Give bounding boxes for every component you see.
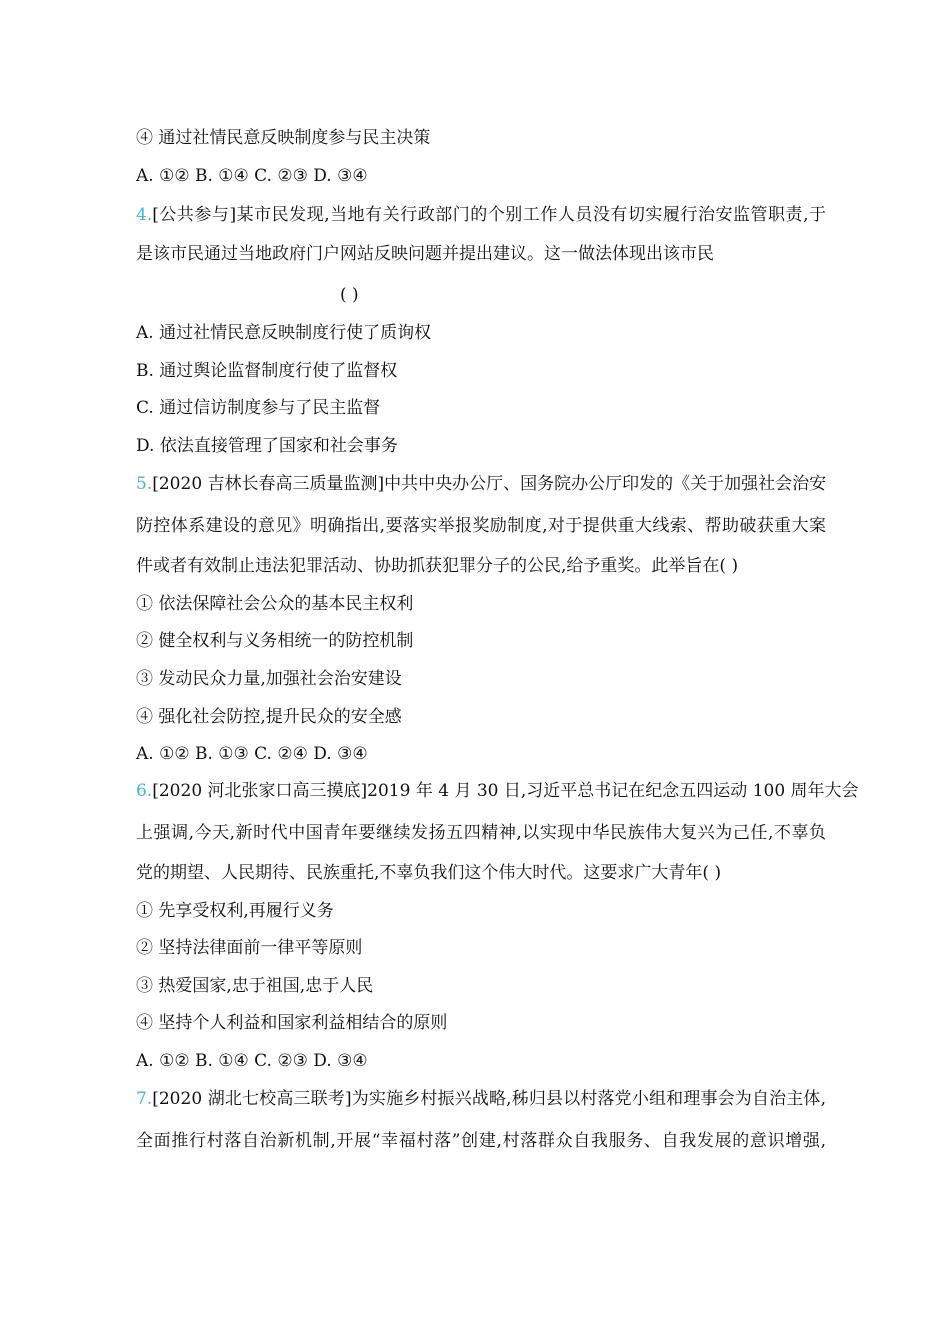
question-6-item-4: ④ 坚持个人利益和国家利益相结合的原则 [136, 1013, 448, 1033]
question-7-number: 7. [136, 1089, 153, 1109]
question-6-number: 6. [136, 781, 153, 801]
question-4-option-b: B. 通过舆论监督制度行使了监督权 [136, 361, 398, 381]
question-4-stem-line-2: 是该市民通过当地政府门户网站反映问题并提出建议。这一做法体现出该市民 [136, 244, 714, 264]
question-4-answer-blank: ( ) [340, 285, 359, 305]
question-6-item-1: ① 先享受权利,再履行义务 [136, 901, 334, 921]
question-5-stem-line-3: 件或者有效制止违法犯罪活动、协助抓获犯罪分子的公民,给予重奖。此举旨在( ) [136, 556, 739, 576]
question-7-stem-line-2: 全面推行村落自治新机制,开展“幸福村落”创建,村落群众自我服务、自我发展的意识增强, [136, 1131, 826, 1151]
question-5-number: 5. [136, 474, 153, 494]
question-5-stem-line-2: 防控体系建设的意见》明确指出,要落实举报奖励制度,对于提供重大线索、帮助破获重大案 [136, 516, 826, 536]
prev-answer-choices: A. ①② B. ①④ C. ②③ D. ③④ [136, 166, 368, 186]
question-4-option-d: D. 依法直接管理了国家和社会事务 [136, 436, 398, 456]
question-4-number: 4. [136, 205, 153, 225]
question-6-answer-choices: A. ①② B. ①④ C. ②③ D. ③④ [136, 1051, 368, 1071]
question-6-stem-line-3: 党的期望、人民期待、民族重托,不辜负我们这个伟大时代。这要求广大青年( ) [136, 863, 722, 883]
question-5-item-1: ① 依法保障社会公众的基本民主权利 [136, 594, 414, 614]
question-6-stem-line-1: 6.[2020 河北张家口高三摸底]2019 年 4 月 30 日,习近平总书记在纪念五四运动 100 周年大会 [136, 781, 859, 801]
question-7-stem-line-1: 7.[2020 湖北七校高三联考]为实施乡村振兴战略,秭归县以村落党小组和理事会为自治主体, [136, 1089, 826, 1109]
question-5-item-4: ④ 强化社会防控,提升民众的安全感 [136, 707, 402, 727]
question-4-option-c: C. 通过信访制度参与了民主监督 [136, 398, 381, 418]
question-5-stem-line-1: 5.[2020 吉林长春高三质量监测]中共中央办公厅、国务院办公厅印发的《关于加强社会治安 [136, 474, 827, 494]
question-4-option-a: A. 通过社情民意反映制度行使了质询权 [136, 323, 432, 343]
question-6-item-2: ② 坚持法律面前一律平等原则 [136, 938, 363, 958]
question-4-stem-line-1: 4.[公共参与]某市民发现,当地有关行政部门的个别工作人员没有切实履行治安监管职责,于 [136, 205, 826, 225]
question-6-stem-line-2: 上强调,今天,新时代中国青年要继续发扬五四精神,以实现中华民族伟大复兴为己任,不辜负 [136, 823, 826, 843]
question-5-item-2: ② 健全权利与义务相统一的防控机制 [136, 631, 414, 651]
question-5-item-3: ③ 发动民众力量,加强社会治安建设 [136, 669, 402, 689]
question-5-answer-choices: A. ①② B. ①③ C. ②④ D. ③④ [136, 744, 368, 764]
prev-option-4: ④ 通过社情民意反映制度参与民主决策 [136, 128, 431, 148]
question-6-item-3: ③ 热爱国家,忠于祖国,忠于人民 [136, 976, 374, 996]
